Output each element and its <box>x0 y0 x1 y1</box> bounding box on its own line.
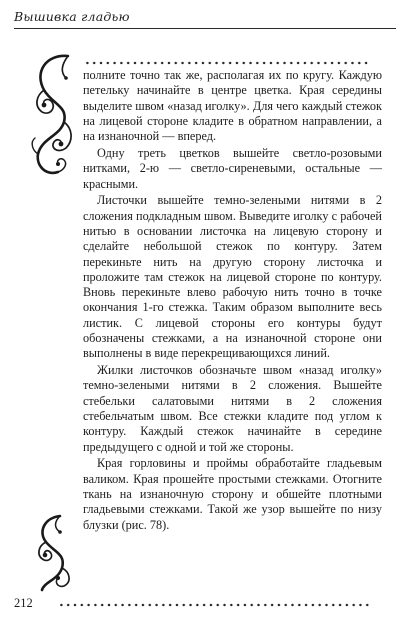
paragraph-4: Жилки листочков обозначьте швом «назад иголку» темно-зелеными нитями в 2 сложения. Вышейте стебельки салатовыми нитями в 2 сложения стебельчатым швом. Все стежки кладите под углом к контуру. Каждый стежок начинайте в середине предыдущего с одной и той же стороны. <box>83 363 382 454</box>
top-dotted-rule <box>84 61 368 65</box>
swirl-ornament-icon <box>30 512 78 594</box>
page-number: 212 <box>14 596 33 610</box>
body-text <box>83 68 382 534</box>
paragraph-2: Одну треть цветков вышейте светло-розовыми нитками, 2-ю — светло-сиреневыми, остальные — красными. <box>83 145 382 191</box>
header-rule <box>14 28 396 29</box>
paragraph-3: Листочки вышейте темно-зелеными нитями в 2 сложения подкладным швом. Выведите иголку с рабочей нитью в основании листочка на лицевую сторону и сделайте небольшой стежок по контуру. Затем перекиньте нить на другую сторону листочка и проложите там стежок на лицевой стороне по контуру. Вновь перекиньте влево рабочую нить точно в точке окончания 1-го стежка. Таким образом выполните весь листик. С лицевой стороны его контуры будут обозначены стежками, а на изнаночной стороне они выполнены в виде перекрещивающихся линий. <box>83 193 382 361</box>
running-head <box>14 9 396 33</box>
running-head-title: Вышивка гладью <box>14 9 130 24</box>
bottom-dotted-rule <box>58 603 370 607</box>
swirl-ornament-icon <box>28 50 80 180</box>
paragraph-1: полните точно так же, располагая их по кругу. Каждую петельку начинайте в центре цветка. Края середины выделите швом «назад иголку». Для чего каждый стежок на лицевой стороне кладите в обратном направлении, а на изнаночной — вперед. <box>83 68 382 144</box>
paragraph-5: Края горловины и проймы обработайте гладьевым валиком. Края прошейте простыми стежками. Отогните ткань на изнаночную сторону и обшейте плотными гладьевыми стежками. Такой же узор вышейте по низу блузки (рис. 78). <box>83 456 382 532</box>
